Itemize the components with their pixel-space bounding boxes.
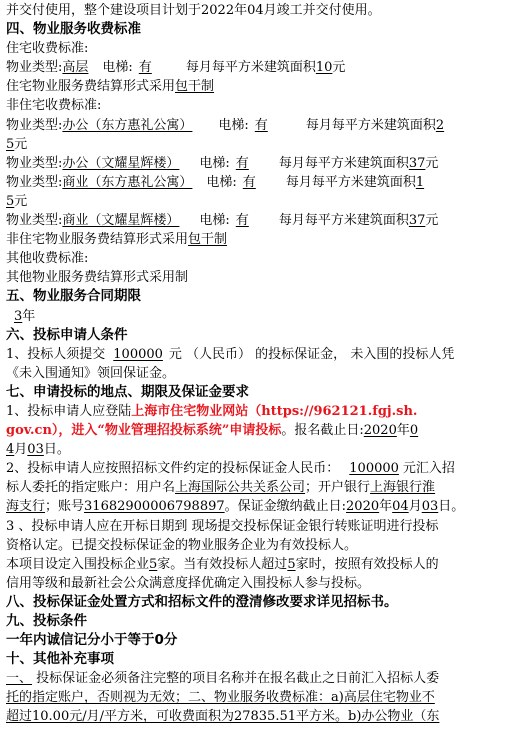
fee-label: 每月每平方米建筑面积 (278, 155, 409, 171)
quota-number: 5 (149, 556, 158, 572)
fee-label: 每月每平方米建筑面积 (305, 117, 436, 133)
residential-fee-row (6, 58, 504, 77)
payment-text: 2、投标申请人应按照招标文件约定的投标保证金人民币： (6, 461, 340, 477)
other-settlement-line: 其他物业服务费结算形式采用制 (6, 270, 189, 286)
intro-tail-line: 并交付使用，整个建设项目计划于2022年04月竣工并交付使用。 (6, 3, 381, 18)
year-char: 年 (379, 499, 393, 515)
apply-line-1 (6, 402, 504, 421)
apply-line-3 (6, 440, 504, 459)
supplement-text: 投标保证金必须备注完整的项目名称并在报名截止之日前汇入招标人委 (32, 671, 440, 687)
quota-text-cont: 家。当有效投标人超过 (157, 556, 288, 572)
nonres-settlement-line (6, 230, 504, 249)
deposit-text-cont: 元 （人民币） 的投标保证金， 未入围的投标人凭 (168, 346, 455, 362)
fee-label: 每月每平方米建筑面积 (285, 174, 416, 190)
deposit-text: 1、投标人须提交 (6, 346, 106, 362)
property-type-label: 物业类型: (6, 213, 63, 229)
deposit-line (6, 345, 504, 364)
payment-line-1 (6, 459, 504, 478)
website-link-text[interactable]: 上海市住宅物业网站（https://962121.fgj.sh. (131, 403, 418, 419)
fee-unit: 元 (425, 155, 439, 171)
apply-line-2 (6, 421, 504, 440)
elevator-value: 有 (235, 155, 249, 171)
section8-heading: 八、投标保证金处置方式和招标文件的澄清修改要求详见招标书。 (6, 593, 398, 610)
account-name: 上海国际公共关系公司 (175, 480, 306, 496)
fee-value: 37 (408, 155, 426, 171)
fee-unit: 元 (14, 193, 28, 209)
month-char: 月 (408, 499, 422, 515)
supplement-index: 一、 (6, 671, 33, 687)
property-type-label: 物业类型: (6, 155, 63, 171)
pay-year: 2020 (346, 499, 380, 515)
deadline-label: 。报名截止日: (281, 423, 364, 439)
fee-unit: 元 (425, 213, 439, 229)
property-type-value: 办公（文耀星辉楼） (62, 155, 180, 171)
deadline-year: 2020 (363, 423, 397, 439)
contract-term-value: 3 (14, 308, 23, 324)
document-page (6, 1, 504, 727)
property-type-value: 高层 (62, 60, 89, 76)
property-type-value: 办公（东方惠礼公寓） (62, 117, 193, 133)
nonres-row-3-wrap (6, 192, 504, 211)
pay-day: 03 (421, 499, 439, 515)
quota-text: 本项目设定入围投标企业 (6, 556, 150, 572)
quota-number-2: 5 (287, 556, 296, 572)
nonresidential-fee-label: 非住宅收费标准: (6, 98, 102, 114)
deposit-amount: 100000 (113, 346, 163, 362)
pay-month: 04 (392, 499, 409, 515)
fee-value: 2 (435, 117, 445, 133)
settlement-method: 包干制 (188, 232, 228, 248)
fee-value: 10 (315, 60, 333, 76)
nonres-row-2 (6, 154, 504, 173)
section7-heading: 七、申请投标的地点、期限及保证金要求 (6, 383, 249, 400)
section6-heading: 六、投标申请人条件 (6, 326, 128, 343)
account-number: 31682900006798897 (84, 499, 225, 515)
property-type-label: 物业类型: (6, 60, 63, 76)
nonres-row-1 (6, 116, 504, 135)
section4-heading: 四、物业服务收费标准 (6, 21, 141, 38)
elevator-label: 电梯: (199, 155, 230, 171)
fee-value-cont: 5 (6, 136, 15, 152)
fee-unit: 元 (332, 60, 346, 76)
system-link-text[interactable]: gov.cn），进入“物业管理招投标系统”申请投标 (6, 423, 282, 439)
fee-label: 每月每平方米建筑面积 (278, 213, 409, 229)
deposit-line-2: 《未入围通知》领回保证金。 (6, 365, 176, 381)
deadline-day: 03 (27, 442, 44, 458)
section10-heading: 十、其他补充事项 (6, 651, 114, 668)
elevator-value: 有 (254, 117, 268, 133)
property-type-value: 商业（文耀星辉楼） (62, 213, 180, 229)
account-name-label: 标人委托的指定账户：用户名 (6, 480, 176, 496)
nonres-row-4 (6, 211, 504, 230)
supplement-line-2: 托的指定账户，否则视为无效；二、物业服务收费标准：a)高层住宅物业不 (6, 690, 435, 706)
bank-name: 上海银行淮 (370, 480, 436, 496)
quota-line-1 (6, 555, 504, 574)
payment-line-2 (6, 478, 504, 497)
settlement-prefix: 非住宅物业服务费结算形式采用 (6, 232, 189, 248)
payment-line-3 (6, 497, 504, 516)
property-type-value: 商业（东方惠礼公寓） (62, 174, 193, 190)
nonres-row-3 (6, 173, 504, 192)
settlement-method: 包干制 (175, 79, 215, 95)
qualification-line-1: 3 、投标申请人应在开标日期到 现场提交投标保证金银行转账证明进行投标 (6, 518, 439, 534)
bank-name-cont: 海支行 (6, 499, 46, 515)
day-char: 日。 (43, 442, 70, 458)
quota-text-end: 家时，按照有效投标人的 (295, 556, 439, 572)
bid-condition: 一年内诚信记分小于等于0分 (6, 632, 178, 649)
quota-line-2: 信用等级和最新社会公众满意度择优确定入围投标人参与投标。 (6, 575, 371, 591)
section9-heading: 九、投标条件 (6, 613, 87, 629)
month-char: 月 (14, 442, 28, 458)
contract-term-line (6, 307, 504, 326)
property-type-label: 物业类型: (6, 117, 63, 133)
elevator-label: 电梯: (206, 174, 237, 190)
elevator-label: 电梯: (199, 213, 230, 229)
pay-deadline-label: 。保证金缴纳截止日: (224, 499, 347, 515)
qualification-line-2: 资格认定。已提交投标保证金的物业服务企业为有效投标人。 (6, 537, 358, 553)
year-char: 年 (396, 423, 410, 439)
elevator-value: 有 (242, 174, 256, 190)
residential-fee-label: 住宅收费标准: (6, 41, 89, 57)
elevator-label: 电梯: (218, 117, 249, 133)
fee-unit: 元 (14, 136, 28, 152)
residential-settlement-line (6, 77, 504, 96)
property-type-label: 物业类型: (6, 174, 63, 190)
settlement-prefix: 住宅物业服务费结算形式采用 (6, 79, 176, 95)
deadline-month-cont: 4 (6, 442, 15, 458)
elevator-value: 有 (138, 60, 152, 76)
elevator-label: 电梯: (102, 60, 133, 76)
nonres-row-1-wrap (6, 135, 504, 154)
section5-heading: 五、物业服务合同期限 (6, 288, 141, 305)
supplement-line-3: 超过10.00元/月/平方米，可收费面积为27835.51平方米。b)办公物业（东 (6, 709, 440, 725)
day-char: 日。 (438, 499, 465, 515)
contract-term-unit: 年 (22, 308, 36, 324)
fee-value: 1 (415, 174, 425, 190)
payment-text-cont: 元汇入招 (402, 461, 455, 477)
fee-value: 37 (408, 213, 426, 229)
deadline-month: 0 (409, 423, 419, 439)
other-fee-label: 其他收费标准: (6, 251, 89, 267)
fee-label: 每月每平方米建筑面积 (185, 60, 316, 76)
payment-amount: 100000 (349, 461, 399, 477)
apply-text: 1、投标申请人应登陆 (6, 403, 132, 419)
elevator-value: 有 (235, 213, 249, 229)
bank-label: ；开户银行 (305, 480, 371, 496)
fee-value-cont: 5 (6, 193, 15, 209)
supplement-line-1 (6, 669, 504, 688)
account-no-label: ；账号 (45, 499, 85, 515)
